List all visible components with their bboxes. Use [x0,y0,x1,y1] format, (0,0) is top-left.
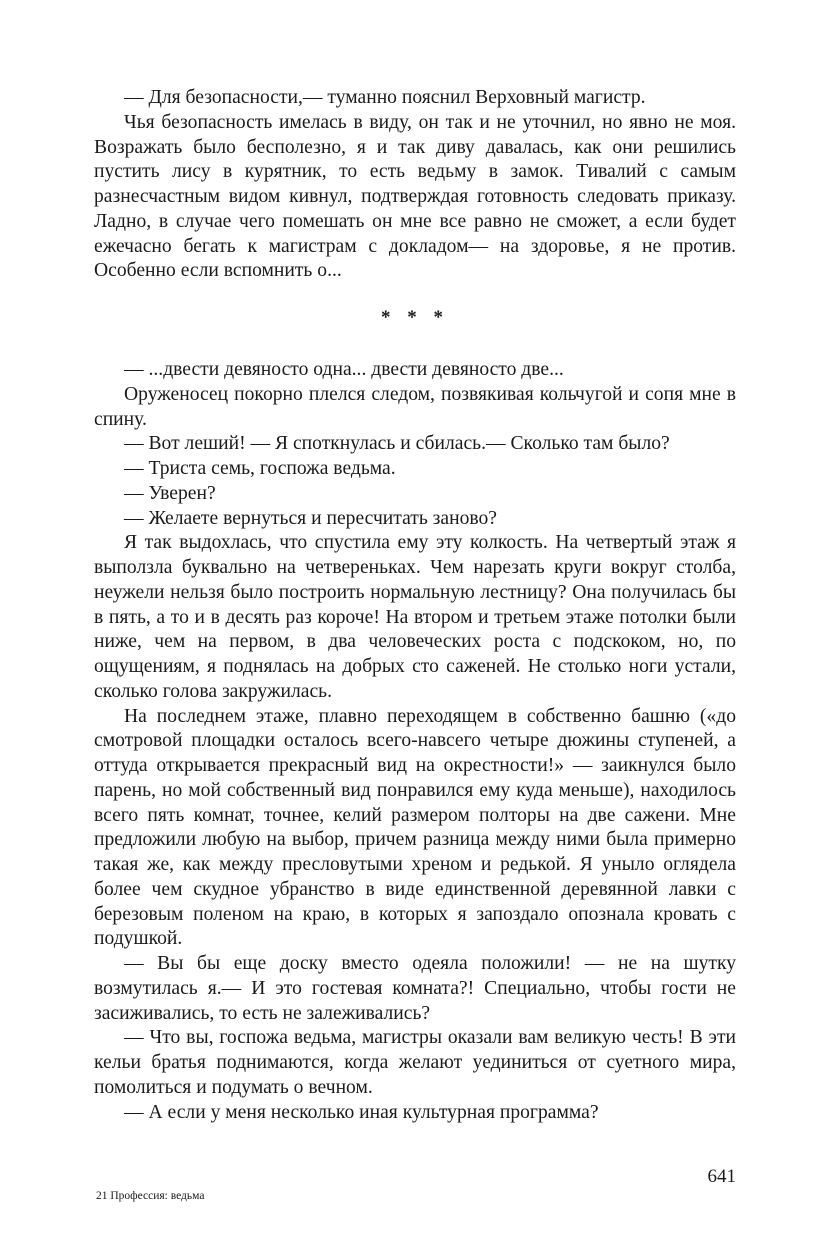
text-block-top [94,86,736,284]
paragraph: — Вот леший! — Я споткнулась и сбилась.— Сколько там было? [124,433,670,455]
paragraph: — А если у меня несколько иная культурная программа? [124,1101,599,1123]
paragraph: — Триста семь, госпожа ведьма. [124,458,396,479]
printer-signature: 21 Профессия: ведьма [96,1190,205,1202]
paragraph: — Вы бы еще доску вместо одеяла положили! — не на шутку возмутилась я.— И это гостевая комната?! Специально, чтобы гости не засиживались, то есть не залеживались? [94,953,736,1024]
paragraph: Оруженосец покорно плелся следом, позвякивая кольчугой и сопя мне в спину. [94,383,736,430]
paragraph: — Уверен? [124,482,216,504]
paragraph: — Для безопасности,— туманно пояснил Верховный магистр. [124,87,646,108]
paragraph: — Что вы, госпожа ведьма, магистры оказали вам великую честь! В эти кельи братья поднимаются, когда желают уединиться от суетного мира, помолиться и подумать о вечном. [94,1027,736,1098]
paragraph: — Желаете вернуться и пересчитать заново? [124,507,498,529]
paragraph: Я так выдохлась, что спустила ему эту колкость. На четвертый этаж я выползла буквально на четвереньках. Чем нарезать круги вокруг столба, неужели нельзя было построить нормальную лестницу? Она получилась бы в пять, а то и в десять раз короче! На втором и третьем этаже потолки были ниже, чем на первом, в два человеческих роста с подскоком, но, по ощущениям, я поднялась на добрых сто саженей. Не столько ноги устали, сколько голова закружилась. [94,532,736,702]
page-number: 641 [707,1166,736,1187]
paragraph: — ...двести девяносто одна... двести девяносто две... [124,359,564,380]
text-block-main [94,358,736,1125]
section-separator: * * * [381,307,449,328]
paragraph: На последнем этаже, плавно переходящем в собственно башню («до смотровой площадки осталось всего-навсего четыре дюжины ступеней, а оттуда открывается прекрасный вид на окрестности!» — заикнулся было парень, но мой собственный вид понравился ему куда меньше), находилось всего пять комнат, точнее, келий размером полторы на две сажени. Мне предложили любую на выбор, причем разница между ними была примерно такая же, как между пресловутыми хреном и редькой. Я уныло оглядела более чем скудное убранство в виде единственной деревянной лавки с березовым поленом на краю, в которых я запоздало опознала кровать с подушкой. [94,705,736,950]
paragraph: Чья безопасность имелась в виду, он так и не уточнил, но явно не моя. Возражать было бесполезно, я и так диву давалась, как они решились пустить лису в курятник, то есть ведьму в замок. Тивалий с самым разнесчастным видом кивнул, подтверждая готовность следовать приказу. Ладно, в случае чего помешать он мне все равно не сможет, а если будет ежечасно бегать к магистрам с докладом— на здоровье, я не против. Особенно если вспомнить о... [94,111,736,282]
